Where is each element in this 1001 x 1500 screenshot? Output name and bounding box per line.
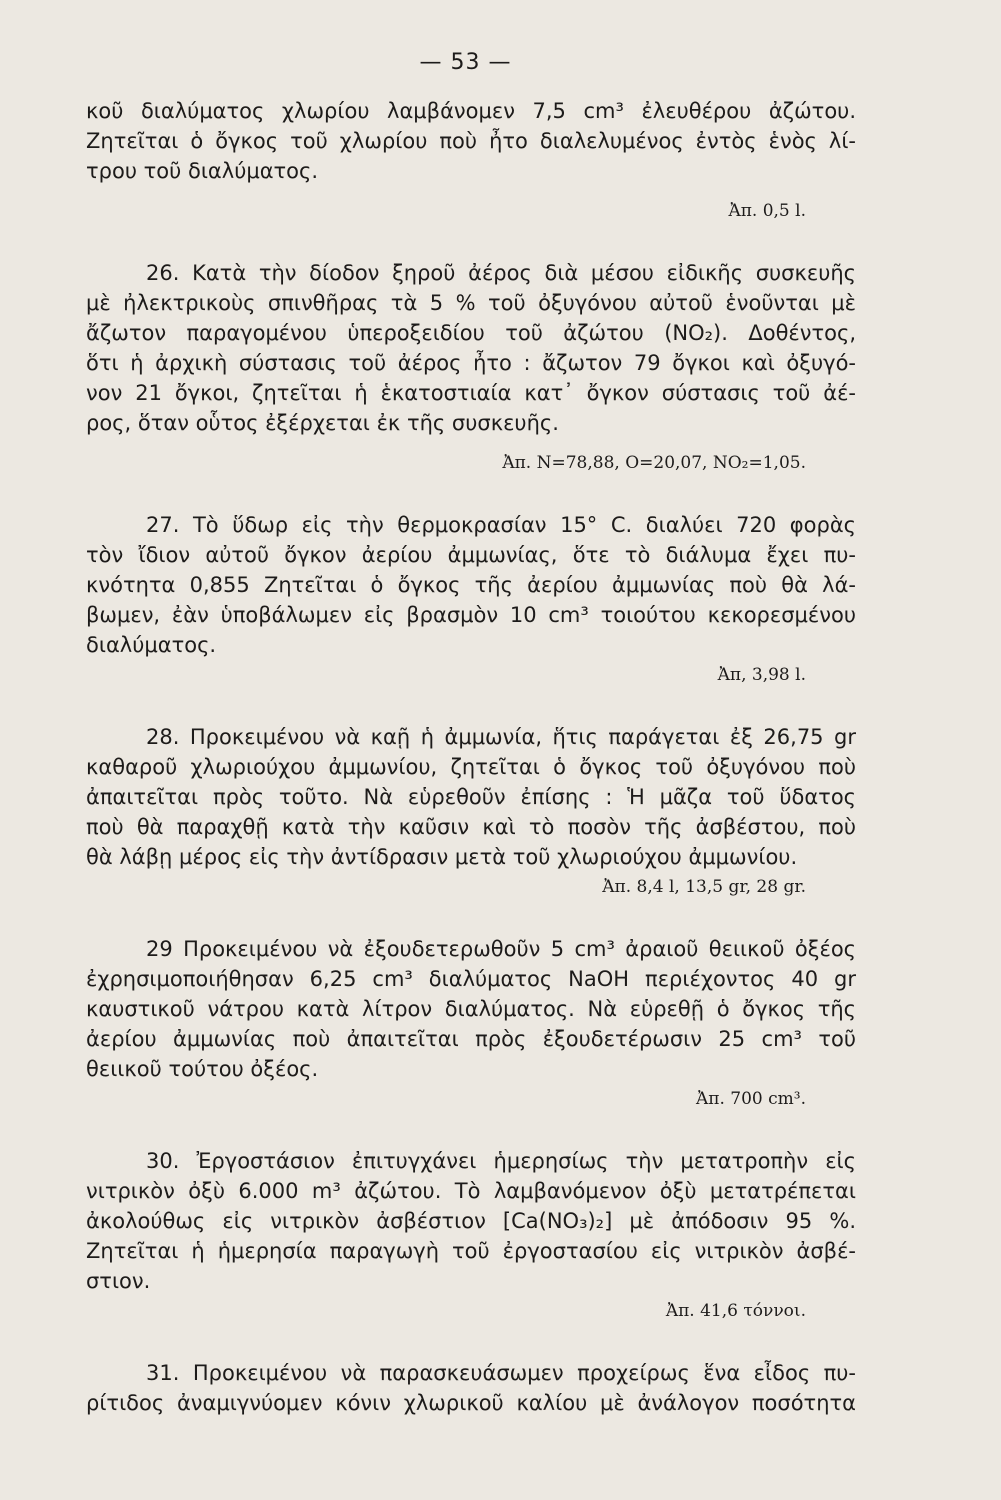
text-line: νιτρικὸν ὀξὺ 6.000 m³ ἀζώτου. Τὸ λαμβανόμενον ὀξὺ μετατρέπεται [86,1179,856,1203]
text-line: 28. Προκειμένου νὰ καῇ ἡ ἀμμωνία, ἥτις παράγεται ἐξ 26,75 gr [146,725,856,749]
text-line: ἐχρησιμοποιήθησαν 6,25 cm³ διαλύματος NaOH περιέχοντος 40 gr [86,967,856,991]
problem-26 [86,258,856,478]
text-line: θὰ λάβῃ μέρος εἰς τὴν ἀντίδρασιν μετὰ τοῦ χλωριούχου ἀμμωνίου. [86,845,798,869]
text-line: καυστικοῦ νάτρου κατὰ λίτρον διαλύματος. Νὰ εὑρεθῇ ὁ ὄγκος τῆς [86,997,856,1021]
problem-28 [86,722,856,902]
page-content [86,96,856,1418]
text-line: διαλύματος. [86,633,217,657]
text-line: Ζητεῖται ὁ ὄγκος τοῦ χλωρίου ποὺ ἦτο διαλελυμένος ἐντὸς ἑνὸς λί- [86,129,856,153]
text-line: ἀκολούθως εἰς νιτρικὸν ἀσβέστιον [Ca(NO₃)₂] μὲ ἀπόδοσιν 95 %. [86,1209,856,1233]
text-line: ρος, ὅταν οὗτος ἐξέρχεται ἐκ τῆς συσκευῆς. [86,411,559,435]
answer: Ἀπ, 3,98 l. [717,665,806,685]
text-line: ἄζωτον παραγομένου ὑπεροξειδίου τοῦ ἀζώτου (NO₂). Δοθέντος, [86,321,856,345]
text-line: 29 Προκειμένου νὰ ἐξουδετερωθοῦν 5 cm³ ἀραιοῦ θειικοῦ ὀξέος [146,937,856,961]
text-line: καθαροῦ χλωριούχου ἀμμωνίου, ζητεῖται ὁ ὄγκος τοῦ ὀξυγόνου ποὺ [86,755,856,779]
text-line: νον 21 ὄγκοι, ζητεῖται ἡ ἑκατοστιαία κατ᾽ ὄγκον σύστασις τοῦ ἀέ- [86,381,856,405]
text-line: 31. Προκειμένου νὰ παρασκευάσωμεν προχείρως ἕνα εἶδος πυ- [146,1361,856,1385]
text-line: ποὺ θὰ παραχθῇ κατὰ τὴν καῦσιν καὶ τὸ ποσὸν τῆς ἀσβέστου, ποὺ [86,815,856,839]
intro-block [86,96,856,226]
text-line: κοῦ διαλύματος χλωρίου λαμβάνομεν 7,5 cm³ ἐλευθέρου ἀζώτου. [86,99,856,123]
problem-30 [86,1146,856,1326]
text-line: ὅτι ἡ ἀρχικὴ σύστασις τοῦ ἀέρος ἦτο : ἄζωτον 79 ὄγκοι καὶ ὀξυγό- [86,351,856,375]
text-line: 27. Τὸ ὕδωρ εἰς τὴν θερμοκρασίαν 15° C. διαλύει 720 φορὰς [146,513,856,537]
answer: Ἀπ. 700 cm³. [696,1089,806,1109]
answer: Ἀπ. 8,4 l, 13,5 gr, 28 gr. [602,877,806,897]
text-line: κνότητα 0,855 Ζητεῖται ὁ ὄγκος τῆς ἀερίου ἀμμωνίας ποὺ θὰ λά- [86,573,856,597]
text-line: ρίτιδος ἀναμιγνύομεν κόνιν χλωρικοῦ καλίου μὲ ἀνάλογον ποσότητα [86,1391,856,1415]
problem-27 [86,510,856,690]
text-line: 26. Κατὰ τὴν δίοδον ξηροῦ ἀέρος διὰ μέσου εἰδικῆς συσκευῆς [146,261,856,285]
text-line: ἀερίου ἀμμωνίας ποὺ ἀπαιτεῖται πρὸς ἐξουδετέρωσιν 25 cm³ τοῦ [86,1027,856,1051]
problem-31 [86,1358,856,1418]
problem-29 [86,934,856,1114]
text-line: τὸν ἴδιον αὐτοῦ ὄγκον ἀερίου ἀμμωνίας, ὅτε τὸ διάλυμα ἔχει πυ- [86,543,856,567]
text-line: μὲ ἠλεκτρικοὺς σπινθῆρας τὰ 5 % τοῦ ὀξυγόνου αὐτοῦ ἑνοῦνται μὲ [86,291,856,315]
text-line: θειικοῦ τούτου ὀξέος. [86,1057,319,1081]
text-line: βωμεν, ἐὰν ὑποβάλωμεν εἰς βρασμὸν 10 cm³ τοιούτου κεκορεσμένου [86,603,856,627]
answer: Ἀπ. N=78,88, O=20,07, NO₂=1,05. [502,453,806,473]
answer: Ἀπ. 0,5 l. [728,201,806,221]
answer: Ἀπ. 41,6 τόννοι. [665,1301,806,1321]
page-number: — 53 — [419,50,512,75]
text-line: στιον. [86,1269,151,1293]
text-line: τρου τοῦ διαλύματος. [86,159,319,183]
text-line: Ζητεῖται ἡ ἡμερησία παραγωγὴ τοῦ ἐργοστασίου εἰς νιτρικὸν ἀσβέ- [86,1239,856,1263]
text-line: 30. Ἐργοστάσιον ἐπιτυγχάνει ἡμερησίως τὴν μετατροπὴν εἰς [146,1149,856,1173]
text-line: ἀπαιτεῖται πρὸς τοῦτο. Νὰ εὑρεθοῦν ἐπίσης : Ἡ μᾶζα τοῦ ὕδατος [86,785,856,809]
